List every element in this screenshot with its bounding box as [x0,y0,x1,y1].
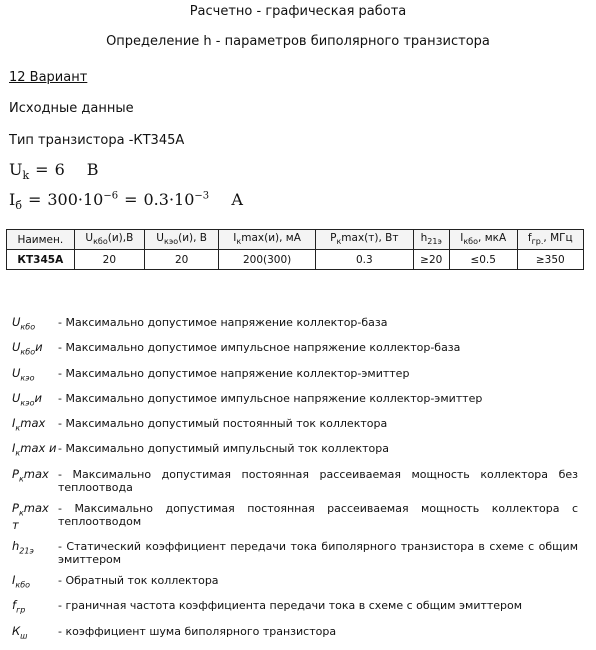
definition-text: - Максимально допустимая постоянная рассеиваемая мощность коллектора без теплоотвода [58,467,578,494]
definition-symbol [12,367,58,384]
symbol-subscript: к [15,423,21,433]
header-main: P [330,232,337,245]
symbol-main: К [12,623,21,638]
header-subscript: кбо [93,237,108,247]
table-cell: 20 [145,250,219,270]
symbol-subscript: кбо [20,347,36,357]
symbol-tail: max и [20,441,57,456]
symbol-main: U [12,340,21,355]
header-main: I [233,232,237,245]
table-header-cell [7,230,75,250]
symbol-main: U [12,365,21,380]
symbol-subscript: кбо [15,580,31,590]
header-main: h [420,232,428,245]
symbol-main: I [12,573,16,588]
definition-symbol [12,574,58,591]
definition-symbol [12,625,58,642]
definition-item [12,392,578,409]
table-header-cell [517,230,583,250]
header-main: U [85,232,94,245]
symbol-subscript: кбо [20,322,36,332]
definition-text: - граничная частота коэффициента передачи тока в схеме с общим эмиттером [58,599,523,613]
transistor-type-label: Тип транзистора -КТ345А [9,133,185,148]
table-cell: 20 [74,250,144,270]
definition-item [12,316,578,333]
header-main: I [460,232,464,245]
header-subscript: кбо [463,237,479,247]
definition-text: - Максимально допустимое напряжение коллектор-база [58,316,388,329]
symbol-subscript: ш [20,630,28,640]
header-subscript: гр. [531,237,544,247]
header-main: Наимен. [17,233,64,246]
definition-text: - Максимально допустимый импульсный ток коллектора [58,442,389,456]
symbol-main: h [12,539,20,554]
symbol-subscript: кэо [20,398,35,408]
formula-ib-term-a: 300·10 [47,190,104,209]
formula-ib-term-b: 0.3·10 [143,190,195,209]
table-row [7,250,584,270]
definition-item [12,574,578,591]
header-tail: , мкА [478,232,507,245]
variant-label: 12 Вариант [9,70,88,85]
symbol-subscript: кэо [20,372,35,382]
definition-symbol [12,540,58,566]
definition-symbol [12,599,58,616]
formula-ib-exponent-b: −3 [194,190,210,202]
header-tail: , МГц [543,232,573,245]
definition-item [12,442,578,459]
header-tail: (и),В [107,232,134,245]
header-main: f [527,232,532,245]
definition-symbol [12,341,58,358]
table-cell: 200(300) [219,250,316,270]
formula-uk-symbol: U [9,160,23,179]
definition-symbol [12,502,58,532]
table-header-cell [315,230,413,250]
formula-uk-unit: В [86,160,99,179]
header-tail: (и), В [178,232,208,245]
definition-symbol [12,417,58,434]
symbol-main: f [12,598,17,613]
symbol-subscript: к [18,508,24,518]
formula-ib-subscript: б [15,199,22,213]
table-header-cell [219,230,316,250]
formula-ib-equals-2: = [124,190,138,209]
definition-item [12,417,578,434]
formula-uk-equals: = [35,160,49,179]
definition-item [12,625,578,642]
definitions-list [12,316,578,650]
definition-item [12,502,578,532]
definition-symbol [12,442,58,459]
header-subscript: к [336,237,342,247]
definition-item [12,367,578,384]
table-cell: ≤0.5 [449,250,517,270]
header-tail: max(т), Вт [341,232,399,245]
source-data-label: Исходные данные [9,101,134,116]
table-cell-name: КТ345А [7,250,75,270]
header-subscript: кэо [163,237,179,247]
formula-uk-value: 6 [54,160,65,179]
symbol-main: I [12,441,16,456]
formula-ib-symbol: I [9,190,16,209]
definition-symbol [12,468,58,494]
definition-item [12,540,578,566]
definition-text: - Максимально допустимое импульсное напряжение коллектор-эмиттер [58,391,483,405]
document-title: Расчетно - графическая работа [189,4,407,19]
header-tail: max(и), мА [241,232,301,245]
definition-symbol [12,392,58,409]
symbol-main: U [12,390,21,405]
definition-symbol [12,316,58,333]
header-subscript: 21э [427,237,442,247]
definition-text: - Максимально допустимое напряжение коллектор-эмиттер [58,366,410,380]
formula-ib [9,190,243,212]
symbol-tail: и [34,390,43,405]
definition-text: - Максимально допустимое импульсное напряжение коллектор-база [58,341,461,355]
symbol-tail: и [35,340,43,355]
table-cell: ≥20 [413,250,449,270]
symbol-tail: max [23,466,49,481]
symbol-tail: max [20,416,46,431]
symbol-main: P [12,466,19,481]
table-header-cell [449,230,517,250]
definition-text: - Обратный ток коллектора [58,574,219,588]
symbol-subscript: гр [16,605,26,615]
table-header-cell [413,230,449,250]
table-header-cell [145,230,219,250]
formula-uk [9,160,99,182]
document-subtitle: Определение h - параметров биполярного транзистора [106,34,490,49]
table-header-cell [74,230,144,250]
definition-text: - Статический коэффициент передачи тока биполярного транзистора в схеме с общим эмиттером [58,540,578,567]
formula-ib-unit: А [231,190,244,209]
header-subscript: к [236,237,242,247]
definition-item [12,599,578,616]
definition-text: - коэффициент шума биполярного транзистора [58,624,337,638]
table-cell: 0.3 [315,250,413,270]
parameters-table [6,229,584,270]
formula-uk-subscript: k [22,169,30,183]
symbol-main: P [12,500,19,515]
formula-ib-equals: = [27,190,42,209]
symbol-subscript: к [18,474,24,484]
formula-ib-exponent-a: −6 [103,190,119,202]
definition-text: - Максимально допустимая постоянная рассеиваемая мощность коллектора с теплоотводом [58,501,578,528]
symbol-subscript: 21э [19,546,34,556]
symbol-subscript: к [15,448,21,458]
definition-item [12,341,578,358]
definition-item [12,468,578,494]
symbol-main: U [12,315,21,329]
symbol-main: I [12,416,16,431]
symbol-tail: max т [12,500,49,533]
table-cell: ≥350 [517,250,583,270]
table-header-row [7,230,584,250]
header-main: U [156,232,164,245]
definition-text: - Максимально допустимый постоянный ток коллектора [58,417,388,431]
